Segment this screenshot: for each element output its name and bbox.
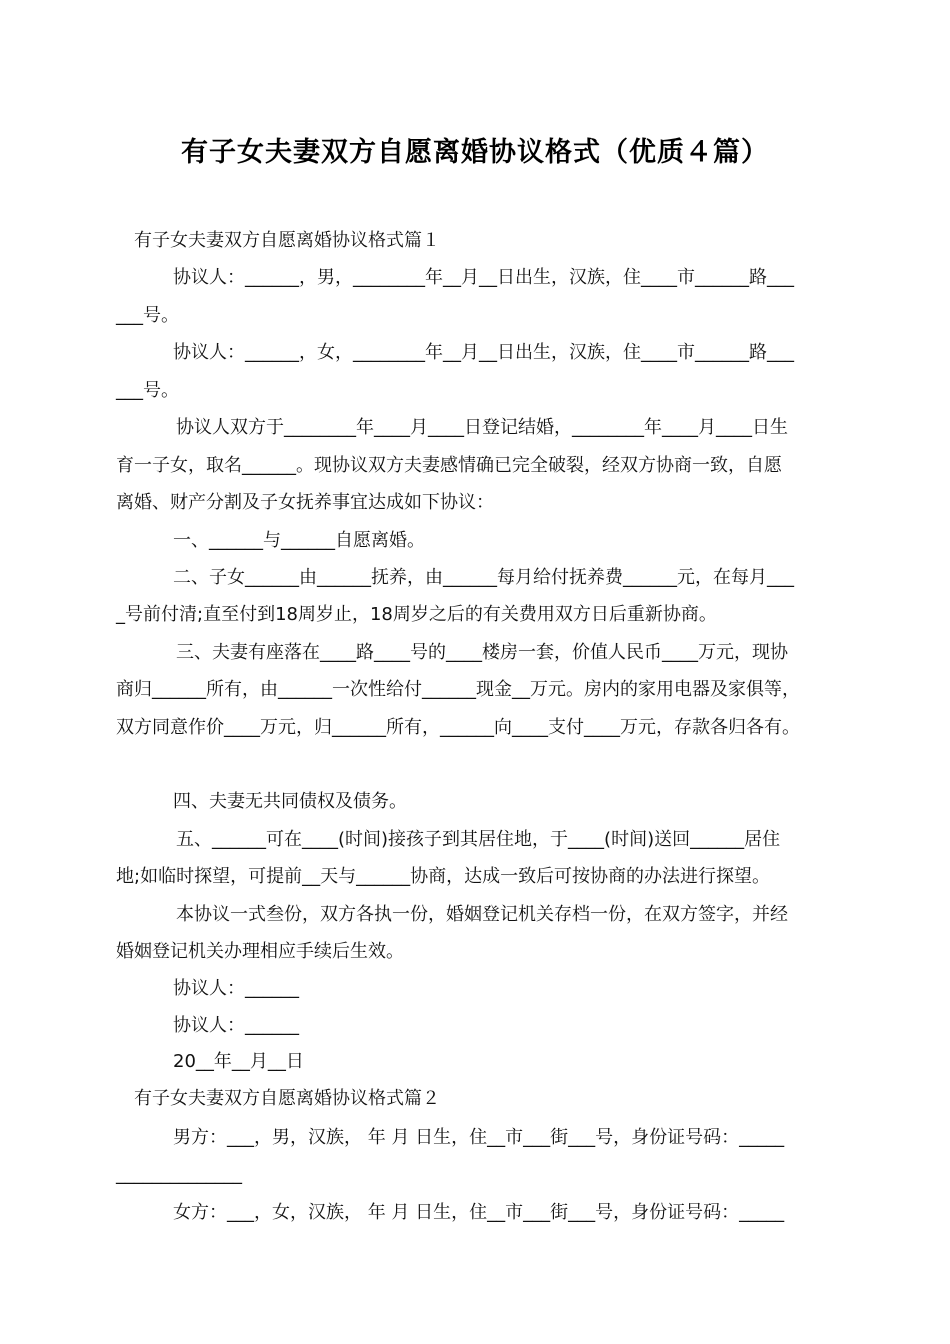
section-heading-1: 有子女夫妻双方自愿离婚协议格式篇１ — [134, 230, 440, 251]
paragraph-line: ______________ — [116, 1164, 242, 1185]
paragraph-line: 协议人双方于________年____月____日登记结婚，________年____月____日生 — [176, 417, 788, 438]
paragraph-line: 本协议一式叁份，双方各执一份，婚姻登记机关存档一份，在双方签字，并经 — [176, 904, 788, 925]
paragraph-line: 一、______与______自愿离婚。 — [173, 530, 425, 551]
paragraph-line: ___号。 — [116, 380, 179, 401]
signature-line: 协议人：______ — [173, 978, 299, 999]
date-line: 20__年__月__日 — [173, 1051, 304, 1072]
paragraph-line: 协议人：______，男，________年__月__日出生，汉族，住____市______路___ — [173, 267, 794, 288]
paragraph-line: 育一子女，取名______。现协议双方夫妻感情确已完全破裂，经双方协商一致，自愿 — [116, 455, 782, 476]
signature-line: 协议人：______ — [173, 1015, 299, 1036]
paragraph-line: 地;如临时探望，可提前__天与______协商，达成一致后可按协商的办法进行探望。 — [116, 866, 771, 887]
paragraph-line: ___号。 — [116, 305, 179, 326]
paragraph-line: 五、______可在____(时间)接孩子到其居住地，于____(时间)送回______居住 — [176, 829, 781, 850]
paragraph-line: 商归______所有，由______一次性给付______现金__万元。房内的家用电器及家俱等， — [116, 679, 800, 700]
paragraph-line: 女方：___，女，汉族， 年 月 日生，住__市___街___号，身份证号码：_____ — [173, 1202, 785, 1223]
paragraph-line: 四、夫妻无共同债权及债务。 — [173, 791, 407, 812]
paragraph-line: 男方：___，男，汉族， 年 月 日生，住__市___街___号，身份证号码：_____ — [173, 1127, 785, 1148]
paragraph-line: 离婚、财产分割及子女抚养事宜达成如下协议： — [116, 492, 494, 513]
paragraph-line: _号前付清;直至付到18周岁止，18周岁之后的有关费用双方日后重新协商。 — [116, 604, 717, 625]
paragraph-line: 协议人：______，女，________年__月__日出生，汉族，住____市______路___ — [173, 342, 794, 363]
paragraph-line: 三、夫妻有座落在____路____号的____楼房一套，价值人民币____万元，现协 — [176, 642, 788, 663]
section-heading-2: 有子女夫妻双方自愿离婚协议格式篇２ — [134, 1088, 440, 1109]
paragraph-line: 二、子女______由______抚养，由______每月给付抚养费______元，在每月___ — [173, 567, 794, 588]
paragraph-line: 双方同意作价____万元，归______所有，______向____支付____万元，存款各归各有。 — [116, 717, 800, 738]
document-title: 有子女夫妻双方自愿离婚协议格式（优质４篇） — [181, 137, 769, 168]
paragraph-line: 婚姻登记机关办理相应手续后生效。 — [116, 941, 404, 962]
